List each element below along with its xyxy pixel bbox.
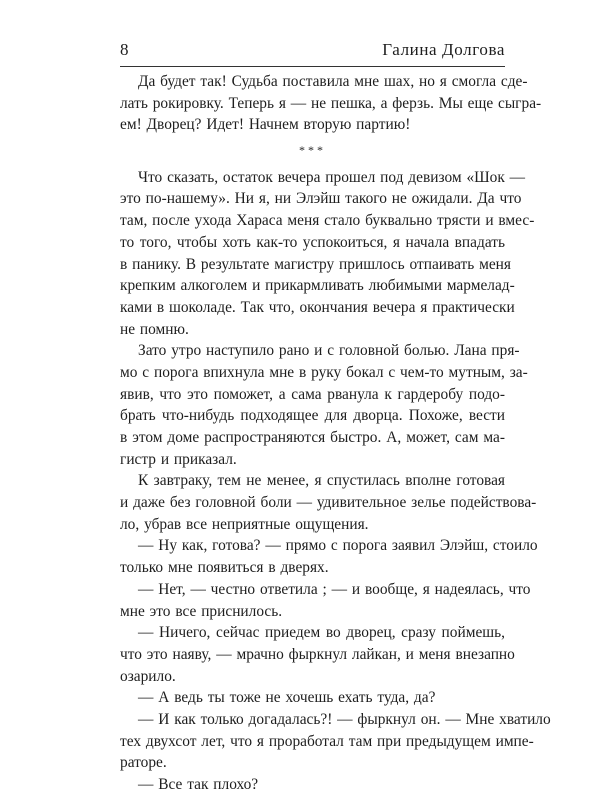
text-line: раторе. <box>120 754 167 772</box>
paragraph <box>120 167 535 341</box>
text-line: — Ничего, сейчас приедем во дворец, сразу поймешь, <box>138 624 505 642</box>
paragraph <box>120 340 528 470</box>
section-separator: *** <box>299 143 326 158</box>
text-line: — Все так плохо? <box>138 776 259 793</box>
paragraph <box>120 535 538 578</box>
text-line: ками в шоколаде. Так что, окончания вечера я практически <box>120 298 515 316</box>
text-line: ло, убрав все неприятные ощущения. <box>120 515 369 533</box>
text-line: — Ну как, готова? — прямо с порога заявил Элэйш, стоило <box>138 537 538 555</box>
text-line: Что сказать, остаток вечера прошел под девизом «Шок — <box>138 168 526 186</box>
text-line: лать рокировку. Теперь я — не пешка, а ферзь. Мы еще сыгра- <box>120 94 542 112</box>
text-line: только мне появиться в дверях. <box>120 559 329 577</box>
text-line: К завтраку, тем не менее, я спустилась вполне готовая <box>138 472 505 490</box>
body-text <box>120 71 551 796</box>
paragraph <box>120 579 531 622</box>
page-number: 8 <box>120 40 130 59</box>
text-line: — А ведь ты тоже не хочешь ехать туда, да? <box>138 689 436 707</box>
header-rule <box>120 66 505 67</box>
text-line: в панику. В результате магистру пришлось отпаивать меня <box>120 255 511 273</box>
text-line: ем! Дворец? Идет! Начнем вторую партию! <box>120 116 411 134</box>
text-line: мо с порога впихнула мне в руку бокал с чем-то мутным, за- <box>120 363 528 381</box>
paragraph <box>120 709 551 774</box>
text-line: что это наяву, — мрачно фыркнул лайкан, и меня внезапно <box>120 645 515 663</box>
author-name: Галина Долгова <box>382 40 505 59</box>
paragraph <box>120 71 542 136</box>
text-line: это по-нашему». Ни я, ни Элэйш такого не ожидали. Да что <box>120 190 522 208</box>
running-head <box>120 40 505 66</box>
text-line: — И как только догадалась?! — фыркнул он. — Мне хватило <box>138 710 551 728</box>
text-line: мне это все приснилось. <box>120 602 283 620</box>
paragraph <box>120 470 537 535</box>
text-line: крепким алкоголем и прикармливать любимыми мармелад- <box>120 277 515 295</box>
text-line: Да будет так! Судьба поставила мне шах, но я смогла сде- <box>138 73 528 90</box>
paragraph <box>120 687 505 709</box>
text-line: — Нет, — честно ответила ; — и вообще, я надеялась, что <box>138 580 531 598</box>
text-line: озарило. <box>120 667 176 685</box>
paragraph <box>120 774 505 796</box>
text-line: брать что-нибудь подходящее для дворца. Похоже, вести <box>120 407 505 425</box>
text-line: то того, чтобы хоть как-то успокоиться, я начала впадать <box>120 233 505 251</box>
text-line: гистр и приказал. <box>120 450 237 468</box>
text-line: и даже без головной боли — удивительное зелье подействова- <box>120 494 537 512</box>
text-line: явив, что это поможет, а сама рванула к гардеробу подо- <box>120 385 505 403</box>
text-line: там, после ухода Хараса меня стало буквально трясти и вмес- <box>120 212 535 230</box>
text-line: Зато утро наступило рано и с головной болью. Лана пря- <box>138 342 520 360</box>
text-line: не помню. <box>120 320 189 338</box>
text-line: тех двухсот лет, что я проработал там при предыдущем импе- <box>120 732 534 750</box>
paragraph <box>120 622 515 687</box>
text-line: в этом доме распространяются быстро. А, может, сам ма- <box>120 429 505 446</box>
